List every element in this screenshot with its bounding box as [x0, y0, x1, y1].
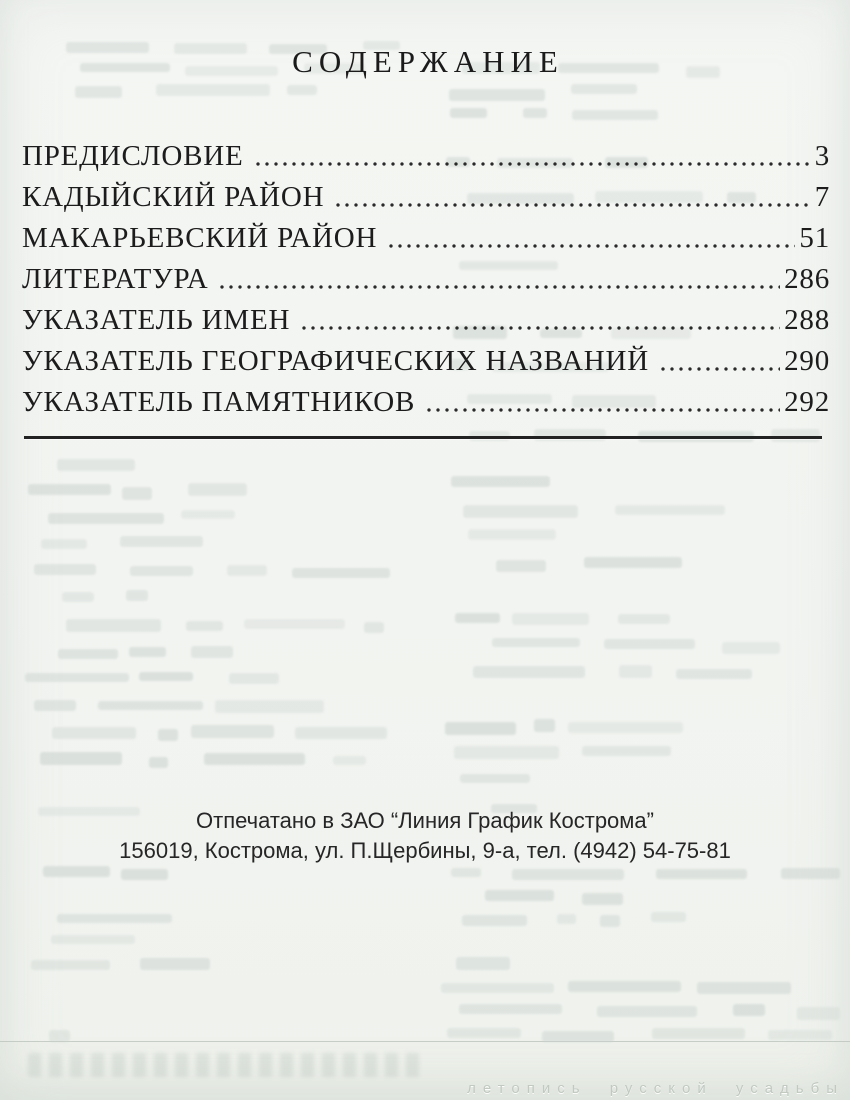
toc-entry: [22, 378, 830, 419]
toc-entry: [22, 296, 830, 337]
toc-entry-label: УКАЗАТЕЛЬ ИМЕН: [22, 304, 291, 336]
printer-colophon: [0, 806, 850, 866]
toc-entry-page: 288: [784, 304, 830, 336]
dot-leader: [256, 162, 811, 166]
toc-entry-label: КАДЫЙСКИЙ РАЙОН: [22, 181, 325, 213]
colophon-line-1: Отпечатано в ЗАО “Линия График Кострома”: [196, 808, 654, 833]
toc-entry-page: 7: [814, 181, 830, 213]
toc-entry-page: 292: [784, 386, 830, 418]
toc-entry: [22, 214, 830, 255]
page-title: СОДЕРЖАНИЕ: [292, 44, 564, 79]
verso-heading-bleedthrough: [28, 1053, 423, 1077]
toc-entry: [22, 173, 830, 214]
toc-entry: [22, 337, 830, 378]
dot-leader: [302, 326, 780, 330]
dot-leader: [220, 285, 780, 289]
series-watermark: летопись русской усадьбы: [467, 1080, 844, 1097]
dot-leader: [661, 367, 780, 371]
separator-rule: [24, 436, 822, 439]
toc-entry-label: УКАЗАТЕЛЬ ГЕОГРАФИЧЕСКИХ НАЗВАНИЙ: [22, 345, 649, 377]
colophon-line-2: 156019, Кострома, ул. П.Щербины, 9-а, тел. (4942) 54-75-81: [119, 838, 731, 863]
toc-entry-label: МАКАРЬЕВСКИЙ РАЙОН: [22, 222, 378, 254]
dot-leader: [336, 203, 810, 207]
dot-leader: [389, 244, 795, 248]
toc-entry-page: 290: [784, 345, 830, 377]
toc-entry: [22, 132, 830, 173]
dot-leader: [427, 408, 780, 412]
toc-entry-label: ПРЕДИСЛОВИЕ: [22, 140, 244, 172]
toc-entry-label: УКАЗАТЕЛЬ ПАМЯТНИКОВ: [22, 386, 416, 418]
toc-entry-label: ЛИТЕРАТУРА: [22, 263, 209, 295]
toc-entry: [22, 255, 830, 296]
table-of-contents: [22, 132, 830, 419]
toc-entry-page: 51: [799, 222, 830, 254]
toc-entry-page: 286: [784, 263, 830, 295]
toc-entry-page: 3: [814, 140, 830, 172]
